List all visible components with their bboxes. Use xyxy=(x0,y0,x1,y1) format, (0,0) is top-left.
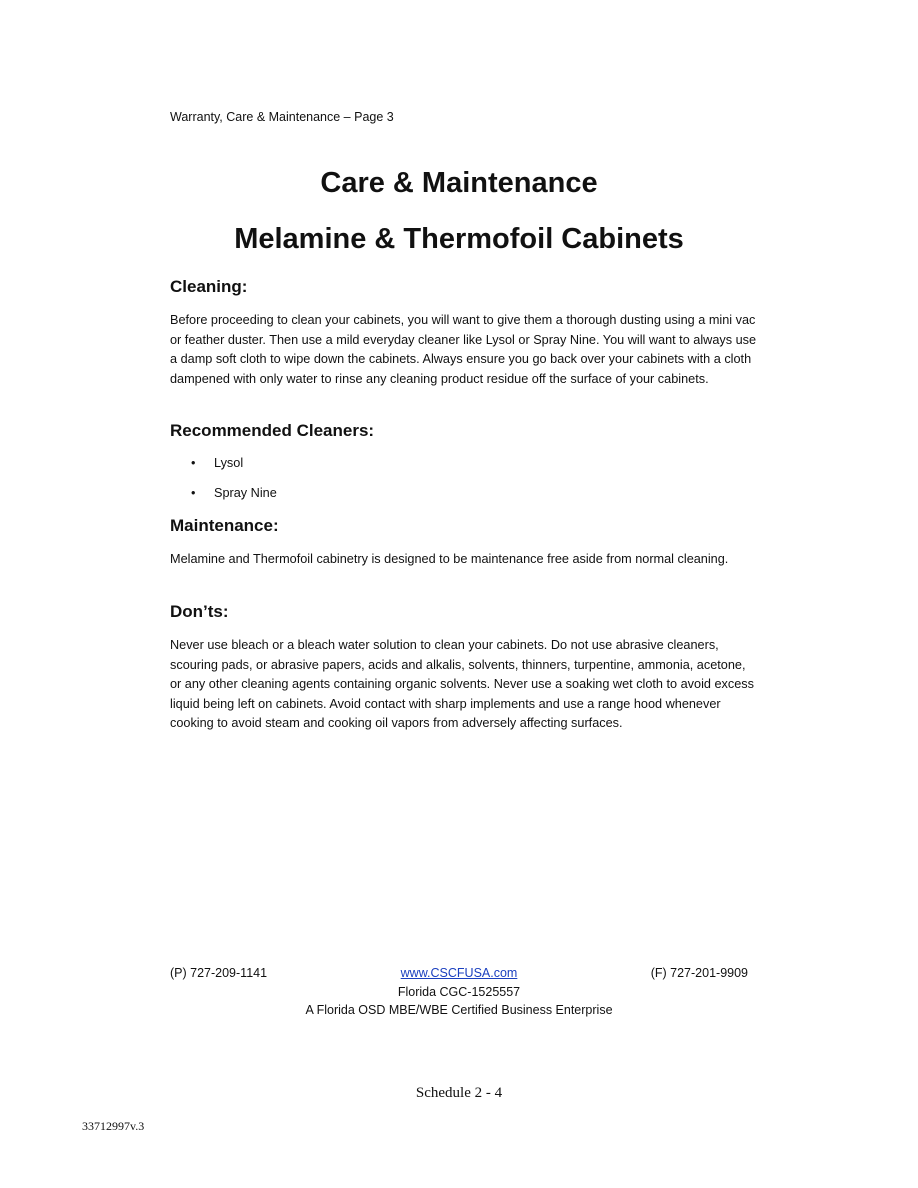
page-title: Care & Maintenance xyxy=(320,167,598,199)
page-subtitle: Melamine & Thermofoil Cabinets xyxy=(234,223,684,255)
footer-website-wrap xyxy=(0,966,918,980)
maintenance-paragraph: Melamine and Thermofoil cabinetry is designed to be maintenance free aside from normal cleaning. xyxy=(170,552,729,566)
footer-fax: (F) 727-201-9909 xyxy=(650,966,748,980)
bullet-icon: • xyxy=(191,456,196,470)
cleaning-paragraph: Before proceeding to clean your cabinets, you will want to give them a thorough dusting using a mini vac or feather duster. Then use a mild everyday cleaner like Lysol or Spray Nine. You will want to always use a damp soft cloth to wipe down the cabinets. Always ensure you go back over your cabinets with a cloth dampened with only water to rinse any cleaning product residue off the surface of your cabinets. xyxy=(170,313,757,386)
footer-certification: A Florida OSD MBE/WBE Certified Business Enterprise xyxy=(305,1003,613,1017)
footer-website-link[interactable]: www.CSCFUSA.com xyxy=(400,966,518,980)
recommended-cleaners-heading: Recommended Cleaners: xyxy=(170,421,375,440)
donts-paragraph: Never use bleach or a bleach water solution to clean your cabinets. Do not use abrasive cleaners, scouring pads, or abrasive papers, acids and alkalis, solvents, thinners, turpentine, ammonia, acetone, or any other cleaning agents containing organic solvents. Never use a soaking wet cloth to avoid excess liquid being left on cabinets. Avoid contact with sharp implements and use a range hood whenever cooking to avoid steam and cooking oil vapors from adversely affecting surfaces. xyxy=(170,638,754,730)
recommended-cleaners-list xyxy=(170,454,277,514)
donts-heading: Don’ts: xyxy=(170,602,229,621)
maintenance-heading: Maintenance: xyxy=(170,516,279,535)
cleaning-heading: Cleaning: xyxy=(170,277,248,296)
schedule-label: Schedule 2 - 4 xyxy=(415,1085,503,1101)
bullet-icon: • xyxy=(191,486,196,500)
footer-license: Florida CGC-1525557 xyxy=(397,985,521,999)
list-item xyxy=(170,454,277,484)
list-item xyxy=(170,484,277,514)
document-id: 33712997v.3 xyxy=(82,1119,145,1133)
footer-phone: (P) 727-209-1141 xyxy=(170,966,268,980)
list-item-label: Spray Nine xyxy=(214,486,277,500)
list-item-label: Lysol xyxy=(214,456,244,470)
running-header: Warranty, Care & Maintenance – Page 3 xyxy=(170,110,394,124)
